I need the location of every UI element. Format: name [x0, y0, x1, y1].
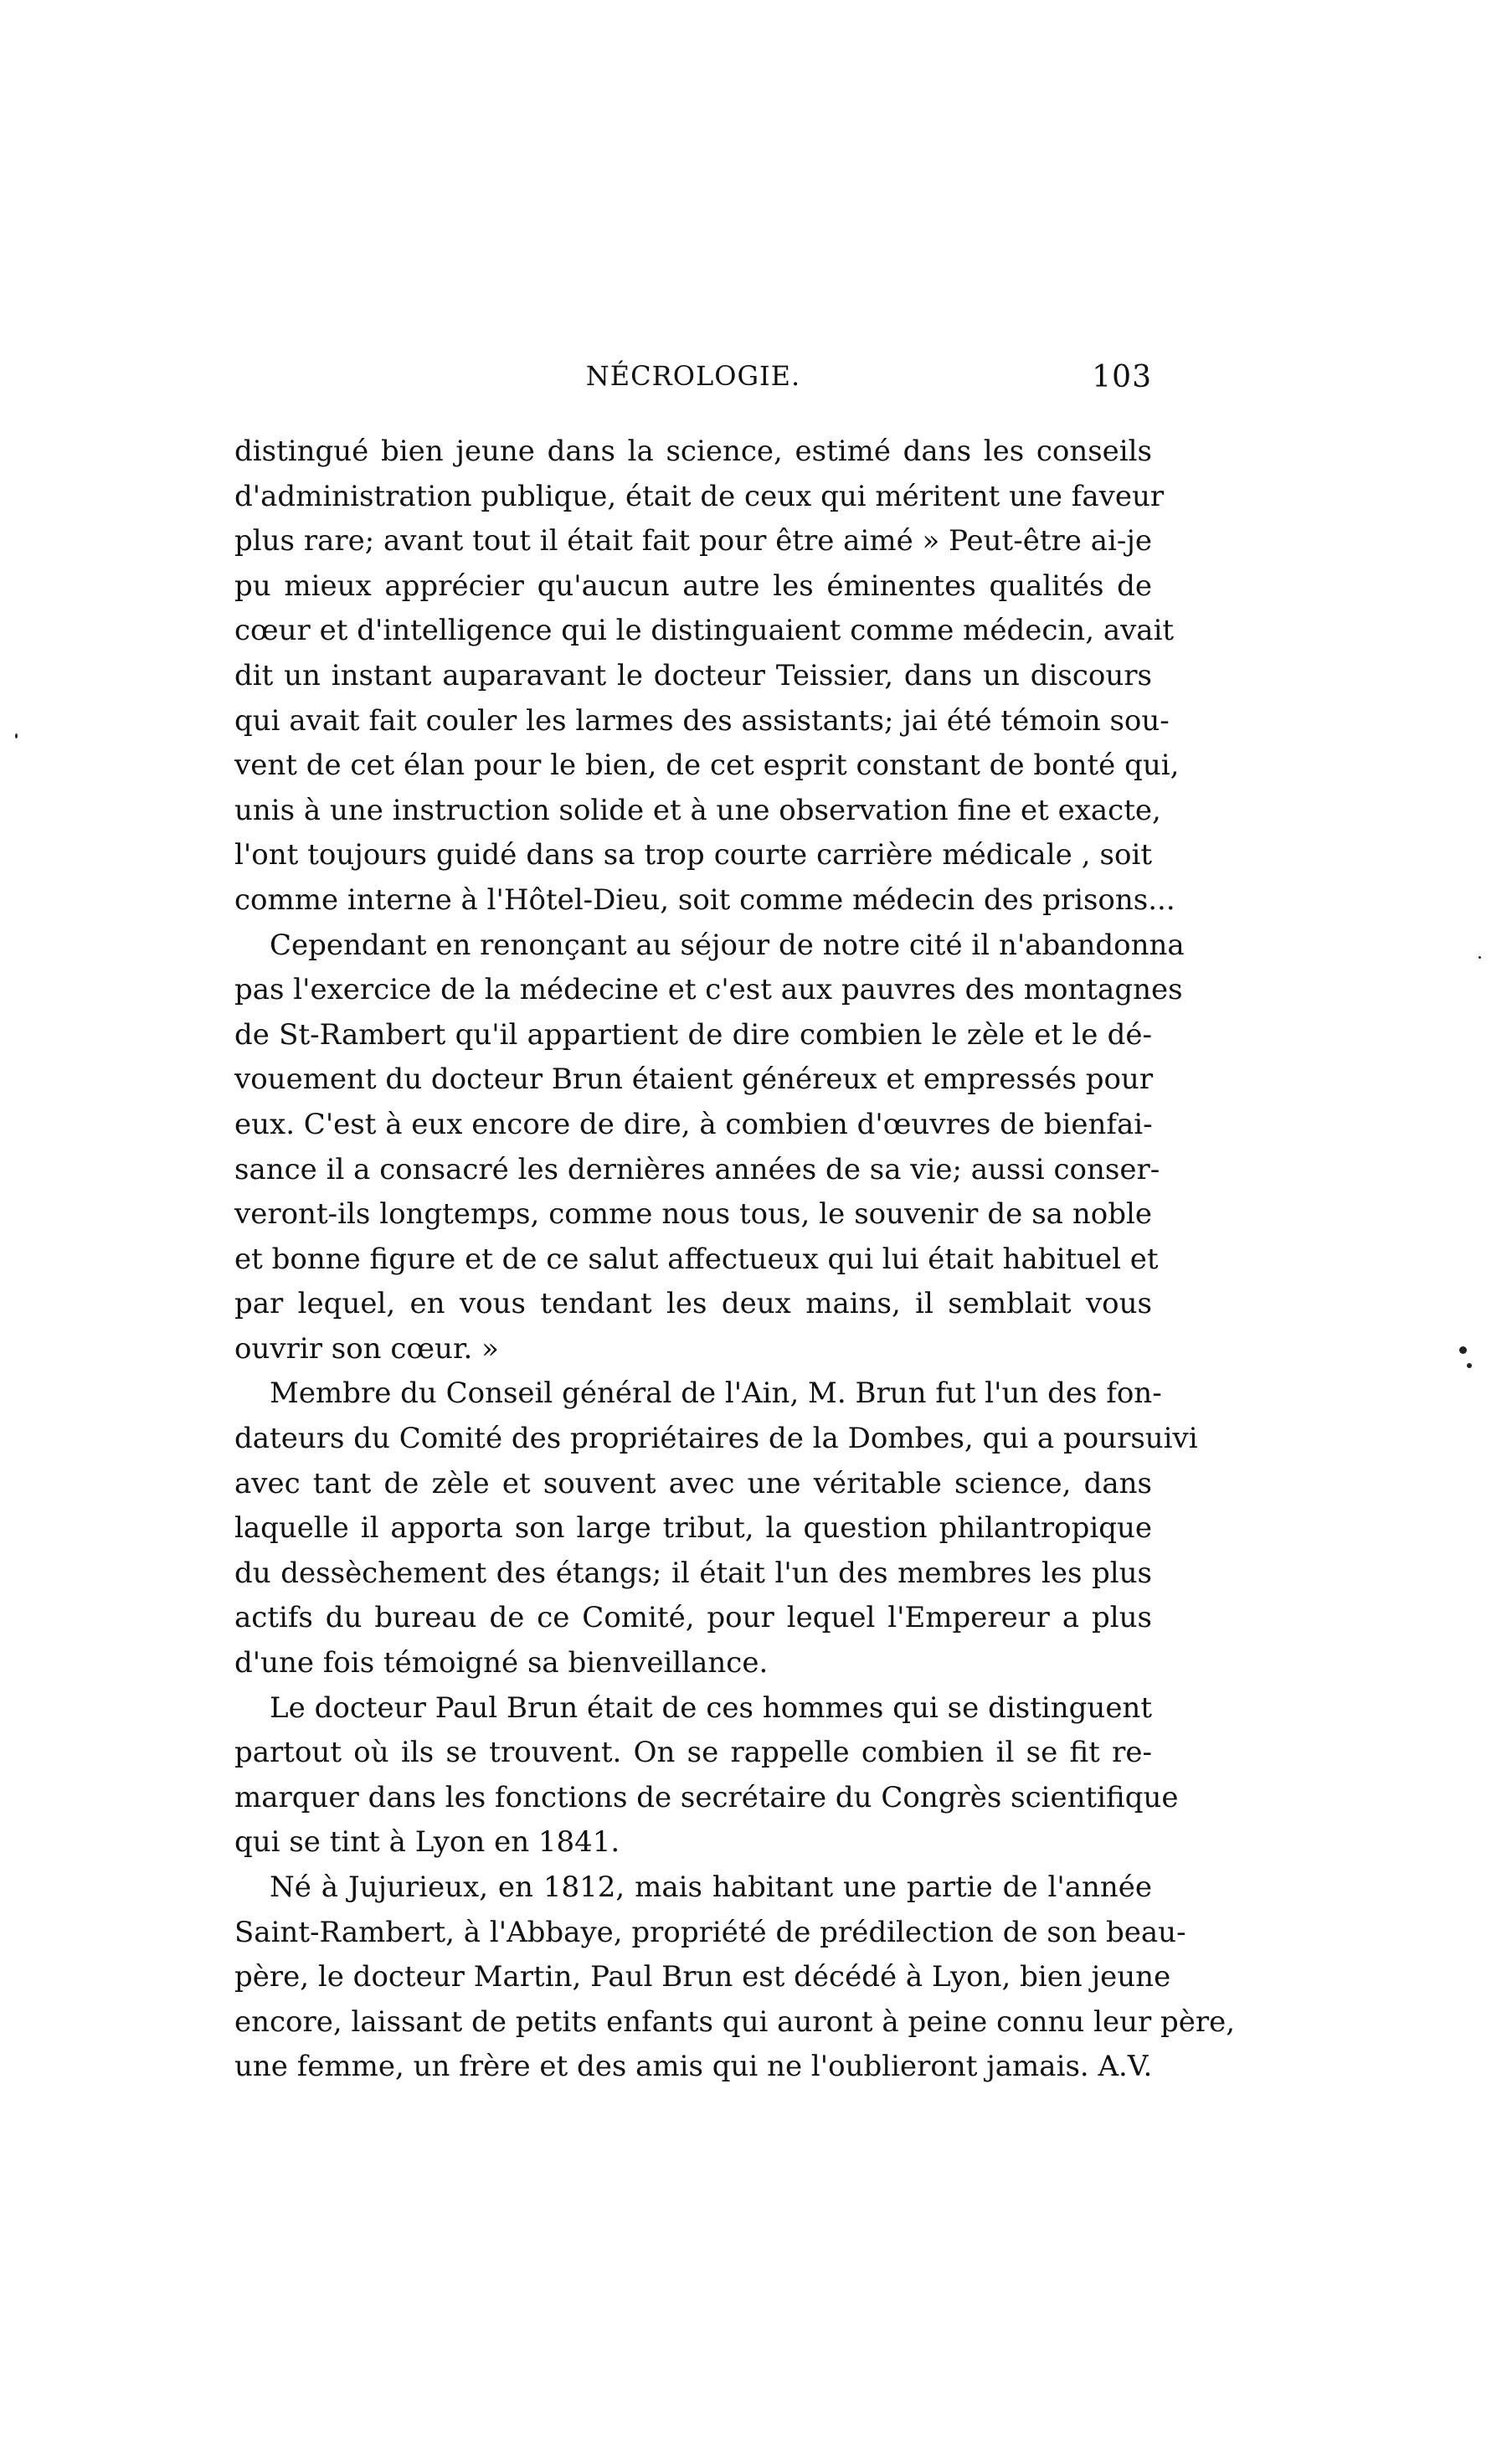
paragraph-start-line: Né à Jujurieux, en 1812, mais habitant une partie de l'année [270, 1870, 1152, 1904]
running-head [234, 360, 1152, 410]
text-line: de St-Rambert qu'il appartient de dire combien le zèle et le dé- [234, 1017, 1152, 1052]
text-line: unis à une instruction solide et à une observation fine et exacte, [234, 793, 1161, 827]
text-line: l'ont toujours guidé dans sa trop courte carrière médicale , soit [234, 838, 1152, 872]
ink-speck [15, 733, 18, 738]
text-line: et bonne figure et de ce salut affectueux qui lui était habituel et [234, 1242, 1159, 1276]
body-text [234, 430, 1236, 2090]
text-line: Saint-Rambert, à l'Abbaye, propriété de prédilection de son beau- [234, 1915, 1186, 1949]
text-line: comme interne à l'Hôtel-Dieu, soit comme médecin des prisons... [234, 882, 1175, 917]
text-line: par lequel, en vous tendant les deux mains, il semblait vous [234, 1287, 1152, 1321]
text-line: pas l'exercice de la médecine et c'est aux pauvres des montagnes [234, 973, 1183, 1007]
paragraph-start-line: Le docteur Paul Brun était de ces hommes qui se distinguent [270, 1690, 1152, 1725]
text-line: d'administration publique, était de ceux qui méritent une faveur [234, 479, 1165, 513]
ink-speck [1479, 956, 1481, 959]
text-line: du dessèchement des étangs; il était l'un des membres les plus [234, 1556, 1152, 1590]
running-title: NÉCROLOGIE. [585, 360, 801, 392]
paragraph-start-line: Membre du Conseil général de l'Ain, M. Brun fut l'un des fon- [270, 1376, 1162, 1411]
paragraph-end-line: d'une fois témoigné sa bienveillance. [234, 1646, 769, 1680]
text-line: partout où ils se trouvent. On se rappelle combien il se fit re- [234, 1736, 1152, 1770]
paragraph-end-line: ouvrir son cœur. » [234, 1331, 499, 1366]
text-line: vouement du docteur Brun étaient généreux et empressés pour [234, 1063, 1154, 1097]
text-line: veront-ils longtemps, comme nous tous, le souvenir de sa noble [234, 1197, 1152, 1232]
text-line: père, le docteur Martin, Paul Brun est décédé à Lyon, bien jeune [234, 1960, 1171, 1994]
signature-line: une femme, un frère et des amis qui ne l'oublieront jamais. A.V. [234, 2050, 1153, 2084]
ink-speck [1467, 1363, 1472, 1368]
paragraph-end-line: qui se tint à Lyon en 1841. [234, 1825, 620, 1860]
text-line: sance il a consacré les dernières années de sa vie; aussi conser- [234, 1152, 1160, 1186]
ink-speck [1459, 1346, 1467, 1354]
text-line: vent de cet élan pour le bien, de cet esprit constant de bonté qui, [234, 749, 1180, 783]
text-line: qui avait fait couler les larmes des assistants; jai été témoin sou- [234, 703, 1170, 738]
text-line: pu mieux apprécier qu'aucun autre les éminentes qualités de [234, 569, 1152, 603]
text-line: marquer dans les fonctions de secrétaire du Congrès scientifique [234, 1780, 1179, 1814]
text-line: eux. C'est à eux encore de dire, à combien d'œuvres de bienfai- [234, 1107, 1153, 1141]
text-line: cœur et d'intelligence qui le distinguaient comme médecin, avait [234, 614, 1175, 648]
text-line: actifs du bureau de ce Comité, pour lequel l'Empereur a plus [234, 1601, 1152, 1635]
text-line: distingué bien jeune dans la science, estimé dans les conseils [234, 435, 1152, 468]
text-line: encore, laissant de petits enfants qui auront à peine connu leur père, [234, 2004, 1236, 2039]
page-number: 103 [1092, 360, 1152, 394]
text-line: plus rare; avant tout il était fait pour être aimé » Peut-être ai-je [234, 524, 1152, 558]
text-line: laquelle il apporta son large tribut, la question philantropique [234, 1511, 1152, 1546]
paragraph-start-line: Cependant en renonçant au séjour de notre cité il n'abandonna [270, 928, 1185, 962]
text-line: dit un instant auparavant le docteur Teissier, dans un discours [234, 658, 1152, 692]
text-line: avec tant de zèle et souvent avec une véritable science, dans [234, 1466, 1152, 1500]
text-line: dateurs du Comité des propriétaires de la Dombes, qui a poursuivi [234, 1422, 1198, 1456]
